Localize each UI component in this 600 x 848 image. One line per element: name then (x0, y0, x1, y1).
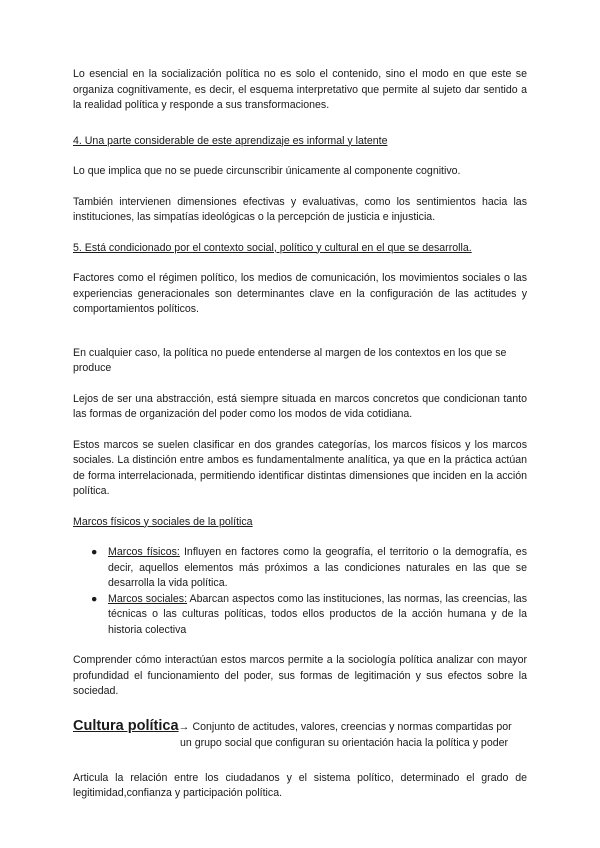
arrow-right-icon: → (178, 720, 190, 733)
bullet-icon: ● (91, 546, 98, 558)
term-marcos-sociales: Marcos sociales: (108, 592, 188, 605)
description-marcos-sociales: Abarcan aspectos como las instituciones, las normas, las creencias, las técnicas o las culturas políticas, todos ellos productos de la acción humana y de la historia colectiva (108, 592, 527, 636)
heading-point-5: 5. Está condicionado por el contexto social, político y cultural en el que se desarrolla. (73, 241, 472, 254)
definition-cultura-politica (73, 718, 527, 751)
list-item-marcos-sociales (91, 592, 527, 639)
paragraph-categorias: Estos marcos se suelen clasificar en dos grandes categorías, los marcos físicos y los marcos sociales. La distinción entre ambos es fundamentalmente analítica, ya que en la práctica actúan de forma interrelacionada, permitiendo identificar distintas dimensiones que inciden en la acción política. (73, 438, 527, 497)
definition-line-2: un grupo social que configuran su orientación hacia la política y poder (180, 736, 509, 749)
term-cultura-politica: Cultura política (73, 717, 179, 734)
list-item-marcos-fisicos (91, 545, 527, 592)
paragraph-socializacion: Lo esencial en la socialización política no es solo el contenido, sino el modo en que este se organiza cognitivamente, es decir, el esquema interpretativo que permite al sujeto dar sentido a la realidad política y responde a sus transformaciones. (73, 68, 527, 111)
paragraph-abstraccion: Lejos de ser una abstracción, está siempre situada en marcos concretos que condicionan tanto las formas de organización del poder como los modos de vida cotidiana. (73, 392, 527, 420)
term-marcos-fisicos: Marcos físicos: (108, 546, 180, 558)
paragraph-factores: Factores como el régimen político, los medios de comunicación, los movimientos sociales o las experiencias generacionales son determinantes clave en la configuración de las actitudes y comportamientos políticos. (73, 272, 527, 315)
paragraph-dimensiones: También intervienen dimensiones efectivas y evaluativas, como los sentimientos hacia las instituciones, las simpatías ideológicas o la percepción de justicia e injusticia. (73, 195, 527, 223)
definition-line-1: Conjunto de actitudes, valores, creencias y normas compartidas por (189, 720, 512, 733)
heading-point-4: 4. Una parte considerable de este aprendizaje es informal y latente (73, 134, 388, 147)
heading-marcos: Marcos físicos y sociales de la política (73, 515, 253, 528)
bullet-icon: ● (91, 592, 98, 605)
document-page (73, 67, 527, 802)
paragraph-contextos: En cualquier caso, la política no puede entenderse al margen de los contextos en los que se produce (73, 346, 507, 374)
paragraph-cognitivo: Lo que implica que no se puede circunscribir únicamente al componente cognitivo. (73, 165, 461, 177)
marcos-list (73, 545, 527, 638)
paragraph-interaccion: Comprender cómo interactúan estos marcos permite a la sociología política analizar con mayor profundidad el funcionamiento del poder, sus formas de legitimación y sus efectos sobre la sociedad. (73, 654, 527, 697)
description-marcos-fisicos: Influyen en factores como la geografía, el territorio o la demografía, es decir, aquellos elementos más próximos a las condiciones naturales en las que se desarrolla la vida política. (108, 546, 527, 589)
paragraph-articula: Articula la relación entre los ciudadanos y el sistema político, determinado el grado de legitimidad,confianza y participación política. (73, 771, 527, 799)
